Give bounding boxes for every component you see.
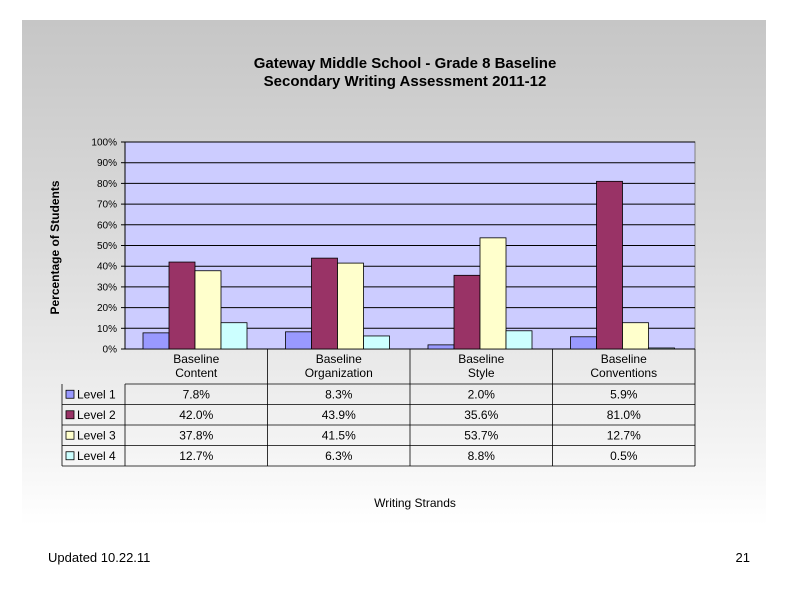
chart bbox=[22, 20, 766, 525]
data-label-level-1-cat-3: 2.0% bbox=[467, 387, 495, 402]
data-label-level-4-cat-2: 6.3% bbox=[325, 448, 353, 463]
data-label-level-1-cat-4: 5.9% bbox=[610, 387, 638, 402]
x-tick-label-1-line-2: Content bbox=[175, 366, 218, 380]
y-tick-label-10: 100% bbox=[91, 137, 117, 149]
data-label-level-2-cat-2: 43.9% bbox=[321, 407, 356, 422]
chart-panel bbox=[22, 20, 766, 525]
x-tick-label-3-line-2: Style bbox=[467, 366, 495, 380]
bar-level-4-cat-4 bbox=[649, 348, 675, 349]
y-tick-label-8: 80% bbox=[96, 178, 117, 190]
bar-level-2-cat-2 bbox=[312, 258, 338, 349]
bar-level-1-cat-4 bbox=[571, 337, 597, 349]
data-label-level-4-cat-3: 8.8% bbox=[467, 448, 495, 463]
data-label-level-3-cat-1: 37.8% bbox=[179, 428, 214, 443]
y-tick-label-6: 60% bbox=[96, 220, 117, 232]
bar-level-1-cat-2 bbox=[286, 332, 312, 349]
data-label-level-1-cat-1: 7.8% bbox=[182, 387, 210, 402]
data-label-level-2-cat-4: 81.0% bbox=[606, 407, 641, 422]
y-tick-label-0: 0% bbox=[102, 344, 117, 356]
bar-level-3-cat-2 bbox=[338, 263, 364, 349]
x-tick-label-2-line-2: Organization bbox=[304, 366, 373, 380]
bar-level-2-cat-4 bbox=[597, 181, 623, 349]
y-tick-label-3: 30% bbox=[96, 282, 117, 294]
y-tick-label-4: 40% bbox=[96, 261, 117, 273]
legend-label-level-1: Level 1 bbox=[77, 387, 116, 402]
data-label-level-3-cat-3: 53.7% bbox=[464, 428, 499, 443]
bar-level-2-cat-3 bbox=[454, 275, 480, 349]
legend-key-level-4 bbox=[66, 452, 74, 460]
x-tick-label-4-line-2: Conventions bbox=[590, 366, 658, 380]
chart-title-line-2: Secondary Writing Assessment 2011-12 bbox=[263, 73, 547, 90]
page-number: 21 bbox=[735, 550, 750, 565]
x-tick-label-2-line-1: Baseline bbox=[315, 352, 362, 366]
data-label-level-4-cat-4: 0.5% bbox=[610, 448, 638, 463]
legend-label-level-4: Level 4 bbox=[77, 448, 116, 463]
y-tick-label-7: 70% bbox=[96, 199, 117, 211]
data-label-level-2-cat-1: 42.0% bbox=[179, 407, 214, 422]
y-tick-label-5: 50% bbox=[96, 241, 117, 252]
bar-level-2-cat-1 bbox=[169, 262, 195, 349]
x-axis-title: Writing Strands bbox=[374, 496, 456, 510]
bar-level-4-cat-2 bbox=[364, 336, 390, 349]
data-label-level-3-cat-4: 12.7% bbox=[606, 428, 641, 443]
bar-level-1-cat-3 bbox=[428, 345, 454, 349]
x-tick-label-4-line-1: Baseline bbox=[600, 352, 647, 366]
chart-title-line-1: Gateway Middle School - Grade 8 Baseline bbox=[253, 55, 557, 72]
legend-key-level-2 bbox=[66, 411, 74, 419]
legend-key-level-3 bbox=[66, 431, 74, 439]
updated-date: Updated 10.22.11 bbox=[48, 550, 151, 565]
y-axis-title: Percentage of Students bbox=[48, 180, 62, 315]
data-label-level-4-cat-1: 12.7% bbox=[179, 448, 214, 463]
y-tick-label-2: 20% bbox=[96, 303, 117, 315]
y-tick-label-9: 90% bbox=[96, 158, 117, 170]
x-tick-label-3-line-1: Baseline bbox=[458, 352, 505, 366]
bar-level-3-cat-1 bbox=[195, 271, 221, 349]
data-label-level-3-cat-2: 41.5% bbox=[321, 428, 356, 443]
bar-level-3-cat-3 bbox=[480, 238, 506, 349]
legend-key-level-1 bbox=[66, 390, 74, 398]
legend-label-level-2: Level 2 bbox=[77, 407, 116, 422]
y-tick-label-1: 10% bbox=[96, 323, 117, 335]
data-label-level-1-cat-2: 8.3% bbox=[325, 387, 353, 402]
bar-level-3-cat-4 bbox=[623, 323, 649, 349]
bar-level-1-cat-1 bbox=[143, 333, 169, 349]
legend-label-level-3: Level 3 bbox=[77, 428, 116, 443]
bar-level-4-cat-3 bbox=[506, 331, 532, 349]
data-label-level-2-cat-3: 35.6% bbox=[464, 407, 499, 422]
bar-level-4-cat-1 bbox=[221, 323, 247, 349]
x-tick-label-1-line-1: Baseline bbox=[173, 352, 220, 366]
